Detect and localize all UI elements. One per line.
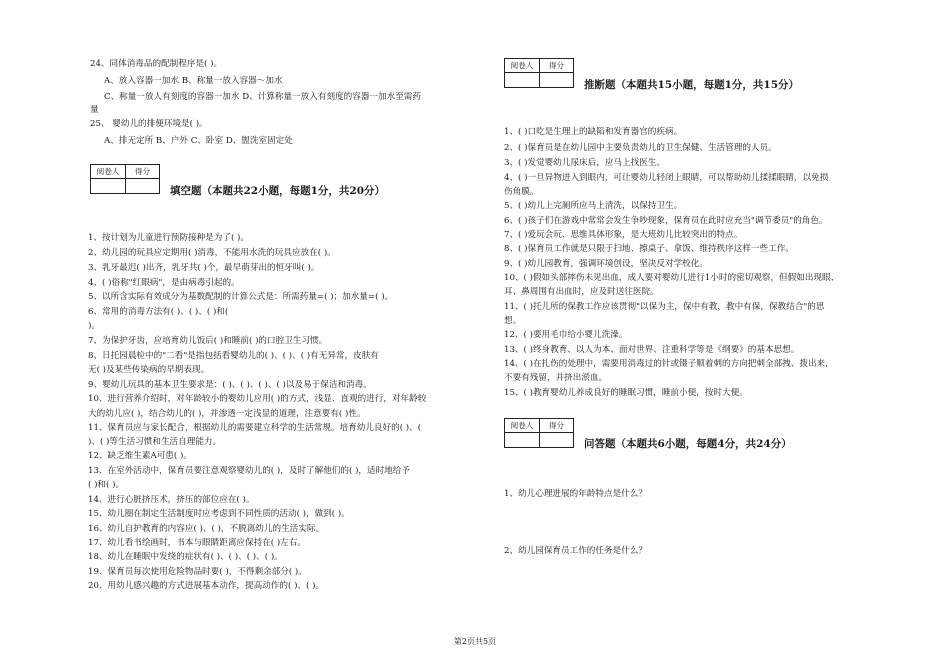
question-25: 25、 婴幼儿的排便环境是( )。 <box>90 119 208 129</box>
list-item: 无( )及某些传染病的早期表现。 <box>88 365 210 375</box>
list-item: )。 <box>88 321 100 331</box>
list-item: 20、用幼儿感兴趣的方式进展基本动作，提高动作的( )、( )。 <box>88 581 325 591</box>
question-24-options-cd: C、称量一放人有刻度的容器一加水 D、计算称量一放入有刻度的容器一加水至需药 <box>104 92 421 102</box>
score-box-judge <box>504 58 574 88</box>
list-item: 14、( )在扎伤的处理中，需要用消毒过的针或镊子顺着刺的方向把刺全部拽、拨出来， <box>504 359 834 369</box>
list-item: ( )和( )。 <box>88 480 125 490</box>
list-item: 4、( )一旦异物进入到眼内，可让婴幼儿轻闭上眼睛，可以帮助幼儿揉揉眼睛，以免损 <box>504 173 829 183</box>
list-item: 7、( )爱玩会玩、思维具体形象，是大班幼儿比较突出的特点。 <box>504 230 743 240</box>
list-item: 15、( )教育婴幼儿养成良好的睡眠习惯，睡前小便，按时大便。 <box>504 388 748 398</box>
question-24-options-cd-cont: 量 <box>90 105 99 115</box>
list-item: 9、婴幼儿玩具的基本卫生要求是：( )、( )、( )、( )以及易于保洁和消毒。 <box>88 380 372 390</box>
list-item: 6、常用的消毒方法有( )、( )、( )和( <box>88 307 229 317</box>
list-item: 8、( )保育员工作就是只限于扫地、擦桌子、拿饭、维持秩序这样一些工作。 <box>504 244 794 254</box>
list-item: 1、( )口吃是生理上的缺陷和发育器官的疾病。 <box>504 127 683 137</box>
list-item: 6、( )孩子们在游戏中常常会发生争吵现象，保育员在此时应充当"调节委员"的角色。 <box>504 216 828 226</box>
grader-label: 阅卷人 <box>505 59 540 72</box>
list-item: 8、日托园晨检中的"二看"是指包括看婴幼儿的( )、( )、( )有无异常，皮肤有 <box>88 351 379 361</box>
list-item: 不要有残留，并挤出淤血。 <box>504 373 608 383</box>
list-item: 13、在室外活动中，保育员要注意观察婴幼儿的( )，及时了解他们的( )，适时地给予 <box>88 466 410 476</box>
score-label: 得分 <box>134 167 151 176</box>
question-24: 24、同体消毒品的配制程序是( )。 <box>90 59 223 69</box>
list-item: 2、幼儿园的玩具应定期用( )消毒，不能用水洗的玩具应放在( )。 <box>88 248 336 258</box>
list-item: 13、( )终身教育、以人为本、面对世界、注重科学等是《纲要》的基本思想。 <box>504 345 800 355</box>
question-25-options: A、排无定所 B、户外 C、卧室 D、盥洗室固定处 <box>104 136 293 146</box>
list-item: 16、幼儿自护教育的内容应( )、( )，不脱离幼儿的生活实际。 <box>88 524 325 534</box>
score-label: 得分 <box>548 421 565 430</box>
judgement-section-title: 推断题（本题共15小题，每题1分，共15分） <box>584 79 800 91</box>
list-item: 想。 <box>504 316 522 326</box>
score-label: 得分 <box>548 61 565 70</box>
list-item: 耳、鼻周围有出血时，应及时送往医院。 <box>504 287 659 297</box>
list-item: 11、( )托儿所的保教工作应该贯彻"以保为主，保中有教，教中有保，保教结合"的思 <box>504 302 825 312</box>
list-item: 1、按计划为儿童进行预防接种是为了( )。 <box>88 233 249 243</box>
list-item: 15、幼儿圈在制定生活制度时应考虑到不同性质的活动( )，做到( )。 <box>88 509 350 519</box>
list-item: 9、( )幼儿园教育，强调环境创设，坚决反对学校化。 <box>504 259 708 269</box>
list-item: 2、( )保育员是在幼儿园中主要负责幼儿的卫生保健、生活管理的人员。 <box>504 143 777 153</box>
list-item: )、( )等生活习惯和生活自理能力。 <box>88 437 222 447</box>
qa-question-1: 1、幼儿心理进展的年龄特点是什么？ <box>504 489 647 499</box>
score-box-qa <box>504 418 574 448</box>
fill-blank-section-title: 填空题（本题共22小题，每题1分，共20分） <box>170 185 386 197</box>
list-item: 伤角膜。 <box>504 187 539 197</box>
qa-question-2: 2、幼儿园保育员工作的任务是什么？ <box>504 546 647 556</box>
list-item: 5、( )幼儿上完厕所应马上清洗，以保持卫生。 <box>504 201 683 211</box>
qa-section-title: 问答题（本题共6小题，每题4分，共24分） <box>584 438 792 450</box>
page-number: 第2页共5页 <box>453 637 497 646</box>
list-item: 12、( )要用毛巾给小婴儿洗澡。 <box>504 330 628 340</box>
list-item: 4、( )俗称"红眼病"，是由病毒引起的。 <box>88 278 240 288</box>
list-item: 3、乳牙最迟( )出齐，乳牙共( )个，最早萌芽出的恒牙叫( )。 <box>88 263 320 273</box>
question-24-options-ab: A、放入容器一加水 B、称量一放入容器～加水 <box>104 76 283 86</box>
list-item: 12、缺乏维生素A可患( )。 <box>88 451 192 461</box>
list-item: 18、幼儿在睡眠中发绕的症状有( )、( )、( )、( )。 <box>88 552 283 562</box>
list-item: 17、幼儿看书绘画时，书本与眼睛距离应保持在( )左右。 <box>88 538 307 548</box>
list-item: 3、( )发觉婴幼儿尿床后，应马上找医生。 <box>504 158 665 168</box>
list-item: 7、为保护牙齿，应培育幼儿饭后( )和睡前( )的口腔卫生习惯。 <box>88 336 328 346</box>
score-box-fill <box>90 164 160 194</box>
grader-label: 阅卷人 <box>505 419 540 432</box>
list-item: 大的幼儿应( )，结合幼儿的( )，并渗透一定浅显的道理，注意要有( )性。 <box>88 409 366 419</box>
list-item: 10、进行营养介绍时，对年龄较小的婴幼儿应用( )的方式，浅显、直观的进行，对年龄较 <box>88 394 427 404</box>
list-item: 10、( )假如头部摔伤未见出血，成人要对婴幼儿进行1小时的密切观察，但假如出现眼、 <box>504 273 840 283</box>
list-item: 11、保育员应与家长配合，根据幼儿的需要建立科学的生活常规。培育幼儿良好的( )、( <box>88 423 422 433</box>
list-item: 5、以所含实际有效成分为基数配制的计算公式是：所需药量=( )；加水量=( )。 <box>88 292 394 302</box>
list-item: 14、进行心脏挤压术，挤压的部位应在( )。 <box>88 495 255 505</box>
list-item: 19、保育员每次使用危险物品时要( )，不得剩余部分( )。 <box>88 567 307 577</box>
grader-label: 阅卷人 <box>91 165 126 178</box>
